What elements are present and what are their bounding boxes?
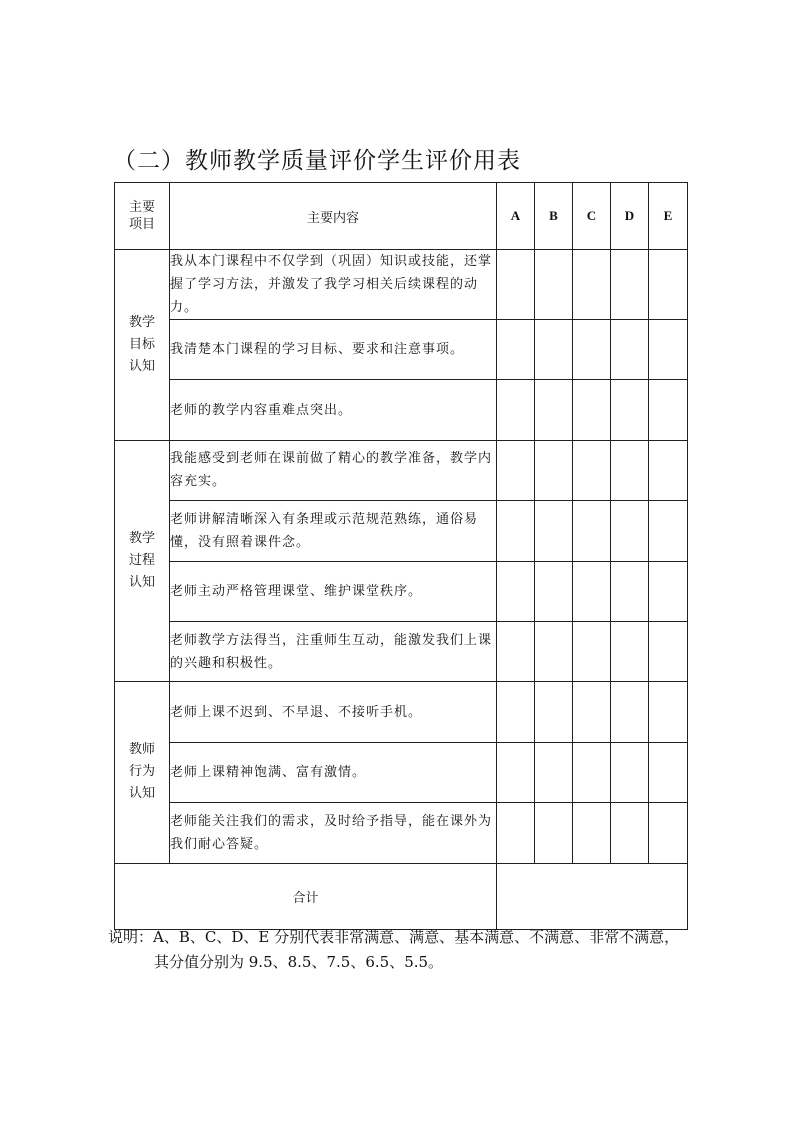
- rating-cell-a[interactable]: [497, 440, 535, 500]
- rating-cell-d[interactable]: [611, 501, 649, 561]
- category-label: 目标: [128, 336, 155, 352]
- rating-cell-c[interactable]: [573, 320, 611, 380]
- rating-cell-e[interactable]: [649, 803, 688, 863]
- rating-cell-c[interactable]: [573, 440, 611, 500]
- category-label: 认知: [128, 358, 155, 374]
- grade-header-e: E: [649, 183, 688, 250]
- rating-cell-c[interactable]: [573, 501, 611, 561]
- rating-cell-d[interactable]: [611, 380, 649, 440]
- rating-cell-a[interactable]: [497, 380, 535, 440]
- rating-cell-b[interactable]: [535, 682, 573, 742]
- criterion-text: 老师上课精神饱满、富有激情。: [170, 742, 497, 802]
- rating-cell-d[interactable]: [611, 561, 649, 621]
- criterion-text: 我能感受到老师在课前做了精心的教学准备，教学内容充实。: [170, 440, 497, 500]
- rating-cell-b[interactable]: [535, 501, 573, 561]
- item-header-line-2: 项目: [128, 217, 155, 232]
- criterion-text: 老师能关注我们的需求，及时给予指导，能在课外为我们耐心答疑。: [170, 803, 497, 863]
- category-label: 认知: [128, 575, 155, 591]
- rating-cell-b[interactable]: [535, 250, 573, 320]
- criterion-text: 老师主动严格管理课堂、维护课堂秩序。: [170, 561, 497, 621]
- rating-cell-d[interactable]: [611, 682, 649, 742]
- category-label: 教师: [128, 742, 155, 758]
- criteria-row: [115, 803, 688, 863]
- rating-cell-d[interactable]: [611, 250, 649, 320]
- criteria-row: [115, 440, 688, 500]
- rating-cell-e[interactable]: [649, 682, 688, 742]
- evaluation-table: [114, 182, 688, 930]
- category-cell: [115, 440, 170, 682]
- rating-cell-d[interactable]: [611, 320, 649, 380]
- rating-cell-e[interactable]: [649, 501, 688, 561]
- total-score-cell[interactable]: [497, 863, 688, 929]
- rating-cell-b[interactable]: [535, 742, 573, 802]
- rating-cell-c[interactable]: [573, 742, 611, 802]
- rating-cell-b[interactable]: [535, 803, 573, 863]
- rating-cell-e[interactable]: [649, 380, 688, 440]
- rating-cell-b[interactable]: [535, 621, 573, 681]
- rating-cell-d[interactable]: [611, 440, 649, 500]
- rating-cell-c[interactable]: [573, 380, 611, 440]
- criteria-row: [115, 742, 688, 802]
- rating-cell-b[interactable]: [535, 320, 573, 380]
- rating-cell-a[interactable]: [497, 742, 535, 802]
- rating-cell-c[interactable]: [573, 561, 611, 621]
- rating-cell-b[interactable]: [535, 440, 573, 500]
- criterion-text: 老师讲解清晰深入有条理或示范规范熟练，通俗易懂，没有照着课件念。: [170, 501, 497, 561]
- rating-cell-e[interactable]: [649, 320, 688, 380]
- criterion-text: 我清楚本门课程的学习目标、要求和注意事项。: [170, 320, 497, 380]
- rating-cell-a[interactable]: [497, 682, 535, 742]
- rating-cell-e[interactable]: [649, 742, 688, 802]
- criteria-row: [115, 682, 688, 742]
- rating-cell-c[interactable]: [573, 803, 611, 863]
- category-cell: [115, 250, 170, 441]
- note-line-2: 其分值分别为 9.5、8.5、7.5、6.5、5.5。: [154, 953, 444, 971]
- rating-cell-b[interactable]: [535, 561, 573, 621]
- criteria-row: [115, 250, 688, 320]
- rating-cell-a[interactable]: [497, 501, 535, 561]
- rating-cell-a[interactable]: [497, 561, 535, 621]
- rating-cell-e[interactable]: [649, 250, 688, 320]
- rating-cell-c[interactable]: [573, 621, 611, 681]
- criteria-row: [115, 561, 688, 621]
- category-label: 行为: [128, 764, 155, 780]
- grade-header-c: C: [573, 183, 611, 250]
- rating-cell-d[interactable]: [611, 803, 649, 863]
- rating-cell-a[interactable]: [497, 250, 535, 320]
- category-label: 教学: [128, 314, 155, 330]
- total-label: 合计: [115, 863, 497, 929]
- content-header: 主要内容: [170, 183, 497, 250]
- category-label: 过程: [128, 553, 155, 569]
- rating-cell-c[interactable]: [573, 250, 611, 320]
- criterion-text: 老师教学方法得当，注重师生互动，能激发我们上课的兴趣和积极性。: [170, 621, 497, 681]
- criteria-row: [115, 320, 688, 380]
- rating-cell-e[interactable]: [649, 561, 688, 621]
- rating-cell-d[interactable]: [611, 742, 649, 802]
- note-line-1: 说明：A、B、C、D、E 分别代表非常满意、满意、基本满意、不满意、非常不满意，: [108, 928, 680, 946]
- rating-cell-d[interactable]: [611, 621, 649, 681]
- criterion-text: 我从本门课程中不仅学到（巩固）知识或技能，还掌握了学习方法，并激发了我学习相关后续课程的动力。: [170, 250, 497, 320]
- criterion-text: 老师的教学内容重难点突出。: [170, 380, 497, 440]
- criteria-row: [115, 621, 688, 681]
- rating-cell-e[interactable]: [649, 621, 688, 681]
- grade-header-d: D: [611, 183, 649, 250]
- rating-cell-b[interactable]: [535, 380, 573, 440]
- category-label: 教学: [128, 531, 155, 547]
- rating-cell-e[interactable]: [649, 440, 688, 500]
- category-cell: [115, 682, 170, 863]
- page-title: （二）教师教学质量评价学生评价用表: [113, 148, 521, 174]
- rating-cell-a[interactable]: [497, 803, 535, 863]
- criterion-text: 老师上课不迟到、不早退、不接听手机。: [170, 682, 497, 742]
- grade-header-a: A: [497, 183, 535, 250]
- rating-cell-a[interactable]: [497, 320, 535, 380]
- criteria-row: [115, 380, 688, 440]
- item-header: [115, 183, 170, 250]
- header-row: [115, 183, 688, 250]
- category-label: 认知: [128, 786, 155, 802]
- rating-cell-c[interactable]: [573, 682, 611, 742]
- total-row: [115, 863, 688, 929]
- rating-cell-a[interactable]: [497, 621, 535, 681]
- criteria-row: [115, 501, 688, 561]
- explanation-note: [108, 925, 679, 975]
- item-header-line-1: 主要: [128, 200, 155, 215]
- grade-header-b: B: [535, 183, 573, 250]
